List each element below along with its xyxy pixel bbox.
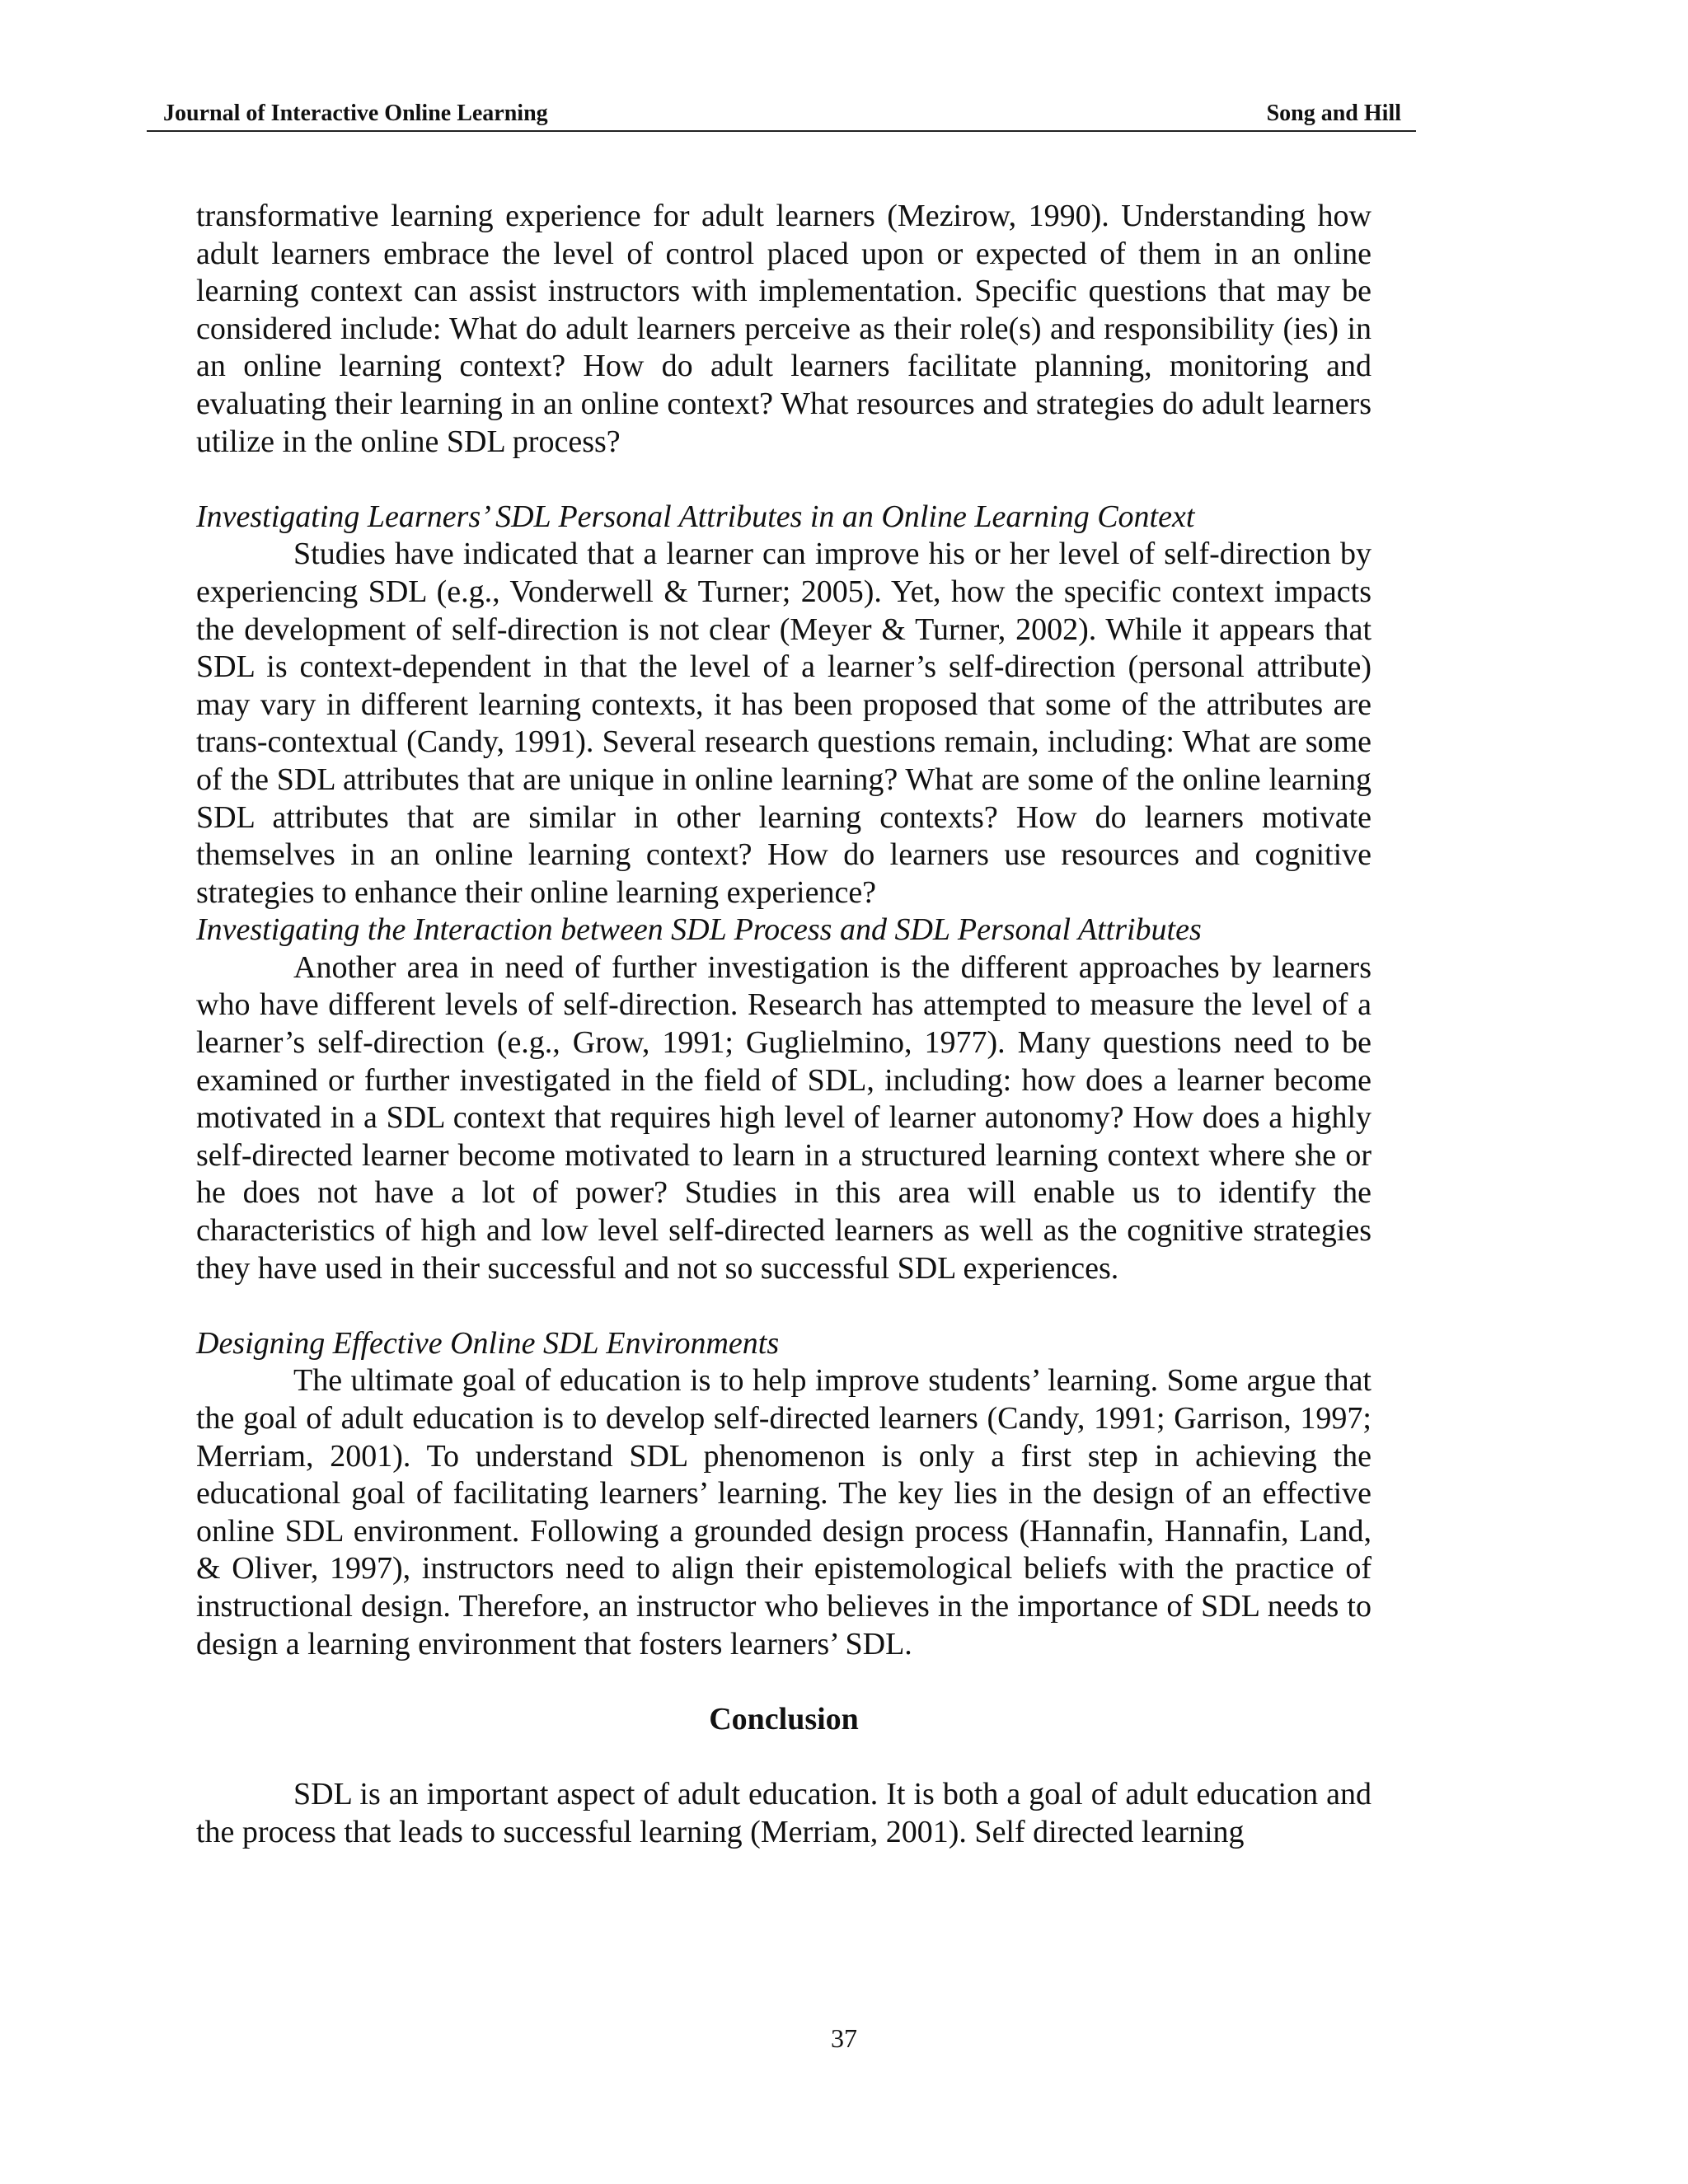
paragraph-conclusion: SDL is an important aspect of adult education. It is both a goal of adult education and the process that leads to successful learning (Merriam, 2001). Self directed learning bbox=[196, 1776, 1372, 1849]
heading-designing-environments: Designing Effective Online SDL Environments bbox=[196, 1325, 780, 1361]
running-header bbox=[147, 97, 1416, 132]
paragraph-process-interaction: Another area in need of further investigation is the different approaches by learners who have different levels of self-direction. Research has attempted to measure the level of a learner’s self-direction (e.g., Grow, 1991; Guglielmino, 1977). Many questions need to be examined or further investigated in the field of SDL, including: how does a learner become motivated in a SDL context that requires high level of learner autonomy? How does a highly self-directed learner become motivated to learn in a structured learning context where she or he does not have a lot of power? Studies in this area will enable us to identify the characteristics of high and low level self-directed learners as well as the cognitive strategies they have used in their successful and not so successful SDL experiences. bbox=[196, 949, 1372, 1286]
paragraph-gap bbox=[196, 1287, 1372, 1325]
heading-personal-attributes: Investigating Learners’ SDL Personal Attributes in an Online Learning Context bbox=[196, 499, 1195, 534]
page-body bbox=[196, 198, 1372, 1851]
paragraph-gap bbox=[196, 1663, 1372, 1701]
paragraph-gap bbox=[196, 1738, 1372, 1776]
paragraph-gap bbox=[196, 461, 1372, 499]
heading-conclusion: Conclusion bbox=[709, 1701, 859, 1736]
heading-process-interaction: Investigating the Interaction between SDL Process and SDL Personal Attributes bbox=[196, 912, 1202, 948]
journal-title: Journal of Interactive Online Learning bbox=[163, 101, 548, 126]
paragraph-personal-attributes: Studies have indicated that a learner can improve his or her level of self-direction by experiencing SDL (e.g., Vonderwell & Turner; 2005). Yet, how the specific context impacts the development of self-direction is not clear (Meyer & Turner, 2002). While it appears that SDL is context-dependent in that the level of a learner’s self-direction (personal attribute) may vary in different learning contexts, it has been proposed that some of the attributes are trans-contextual (Candy, 1991). Several research questions remain, including: What are some of the SDL attributes that are unique in online learning? What are some of the online learning SDL attributes that are similar in other learning contexts? How do learners motivate themselves in an online learning context? How do learners use resources and cognitive strategies to enhance their online learning experience? bbox=[196, 537, 1372, 910]
page-number: 37 bbox=[831, 2023, 857, 2053]
paragraph-designing-environments: The ultimate goal of education is to help improve students’ learning. Some argue that the goal of adult education is to develop self-directed learners (Candy, 1991; Garrison, 1997; Merriam, 2001). To understand SDL phenomenon is only a first step in achieving the educational goal of facilitating learners’ learning. The key lies in the design of an effective online SDL environment. Following a grounded design process (Hannafin, Hannafin, Land, & Oliver, 1997), instructors need to align their epistemological beliefs with the practice of instructional design. Therefore, an instructor who believes in the importance of SDL needs to design a learning environment that fosters learners’ SDL. bbox=[196, 1363, 1372, 1661]
author-names: Song and Hill bbox=[1266, 101, 1401, 126]
paragraph-continuation: transformative learning experience for adult learners (Mezirow, 1990). Understanding how adult learners embrace the level of control placed upon or expected of them in an online learning context can assist instructors with implementation. Specific questions that may be considered include: What do adult learners perceive as their role(s) and responsibility (ies) in an online learning context? How do adult learners facilitate planning, monitoring and evaluating their learning in an online context? What resources and strategies do adult learners utilize in the online SDL process? bbox=[196, 199, 1372, 459]
